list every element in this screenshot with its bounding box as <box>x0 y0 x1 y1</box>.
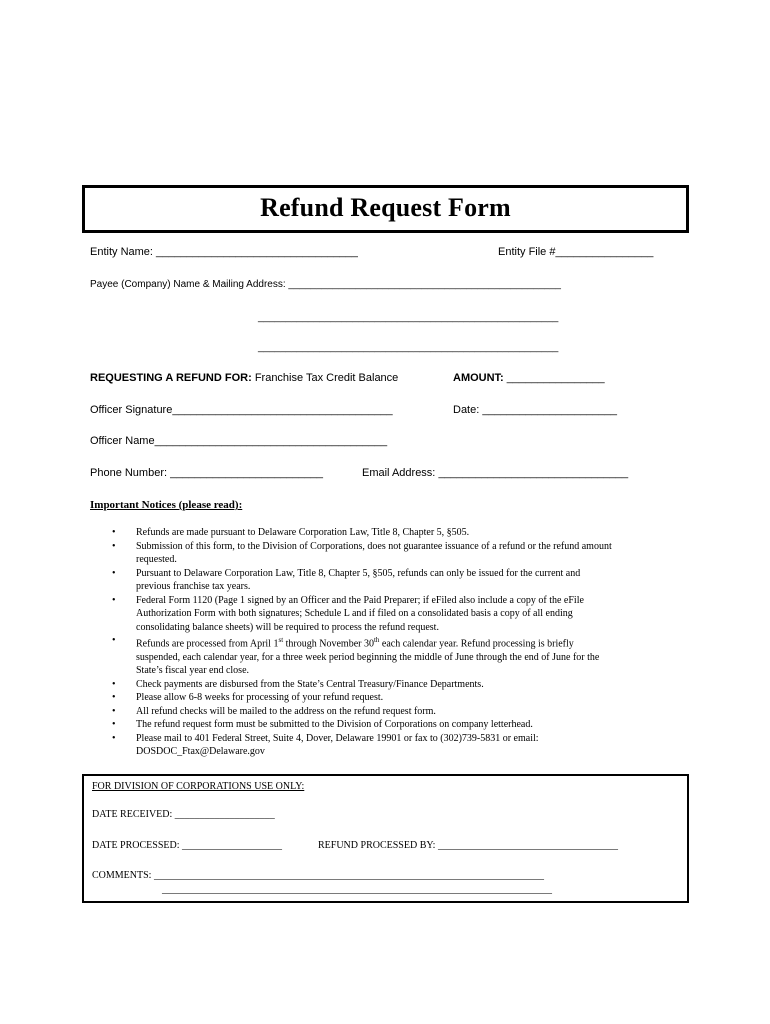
amount-field[interactable]: ________________ <box>506 372 605 384</box>
officer-name-row <box>90 435 387 447</box>
notice-item <box>108 594 688 635</box>
refund-for-row <box>90 372 398 384</box>
notice-line: Please mail to 401 Federal Street, Suite 4, Dover, Delaware 19901 or fax to (302)739-5831 or email: <box>136 732 539 744</box>
payee-field-2[interactable]: ______________________________________________________ <box>258 312 559 323</box>
officer-signature-field[interactable]: ____________________________________ <box>172 404 393 416</box>
payee-label: Payee (Company) Name & Mailing Address: <box>90 279 286 290</box>
notice-item <box>108 732 688 759</box>
notice-item <box>108 705 688 719</box>
notice-line: Authorization Form with both signatures; Schedule L and if filed on a consolidated basis a copy of all ending <box>136 608 573 619</box>
phone-label: Phone Number: <box>90 467 168 479</box>
notices-list <box>108 526 688 759</box>
phone-field[interactable]: _________________________ <box>170 467 324 479</box>
entity-name-row <box>90 246 358 258</box>
notice-line: Please allow 6-8 weeks for processing of your refund request. <box>136 692 384 704</box>
comments-field[interactable]: COMMENTS: ______________________________________________________________________________ <box>92 870 544 881</box>
phone-row <box>90 467 323 479</box>
officer-name-label: Officer Name <box>90 435 155 447</box>
date-processed-field[interactable]: DATE PROCESSED: ____________________ <box>92 840 283 851</box>
bullet-icon: • <box>112 527 116 538</box>
notice-line: Federal Form 1120 (Page 1 signed by an Officer and the Paid Preparer; if eFiled also include a copy of the eFile <box>136 594 584 606</box>
payee-field-3[interactable]: ______________________________________________________ <box>258 342 559 353</box>
notice-line <box>136 634 688 651</box>
notice-line: Pursuant to Delaware Corporation Law, Title 8, Chapter 5, §505, refunds can only be issued for the current and <box>136 567 581 579</box>
notice-line: requested. <box>136 554 177 565</box>
date-received-field[interactable]: DATE RECEIVED: ____________________ <box>92 809 275 820</box>
payee-field-1[interactable]: _________________________________________________ <box>288 279 561 290</box>
officer-signature-label: Officer Signature <box>90 404 173 416</box>
bullet-icon: • <box>112 635 116 646</box>
bullet-icon: • <box>112 567 116 579</box>
notice-text: each calendar year. Refund processing is briefly <box>379 638 574 650</box>
notice-item <box>108 526 688 540</box>
notice-text: through November 30 <box>283 638 374 650</box>
notices-heading: Important Notices (please read): <box>90 499 243 511</box>
notice-item <box>108 634 688 678</box>
entity-name-label: Entity Name: <box>90 246 153 258</box>
officer-name-field[interactable]: ______________________________________ <box>154 435 388 447</box>
notice-line: All refund checks will be mailed to the address on the refund request form. <box>136 705 436 717</box>
date-field[interactable]: ______________________ <box>482 404 617 416</box>
comments-field-line-2[interactable]: ______________________________________________________________________________ <box>162 884 552 895</box>
notice-superscript: th <box>373 636 380 644</box>
bullet-icon: • <box>112 540 116 552</box>
entity-name-field[interactable]: _________________________________ <box>156 246 358 258</box>
refund-for-value: Franchise Tax Credit Balance <box>254 372 399 384</box>
bullet-icon: • <box>112 692 116 704</box>
office-use-heading: FOR DIVISION OF CORPORATIONS USE ONLY: <box>92 781 305 792</box>
form-title: Refund Request Form <box>260 193 511 222</box>
bullet-icon: • <box>112 719 116 731</box>
notice-line: previous franchise tax years. <box>136 581 251 592</box>
notice-item <box>108 567 688 594</box>
form-title-box <box>82 185 689 233</box>
office-use-box <box>82 774 689 903</box>
officer-signature-row <box>90 404 393 416</box>
notice-item <box>108 718 688 732</box>
notice-item <box>108 678 688 692</box>
email-field[interactable]: _______________________________ <box>438 467 629 479</box>
notice-line: DOSDOC_Ftax@Delaware.gov <box>136 746 265 758</box>
entity-file-row <box>498 246 653 258</box>
notice-item <box>108 691 688 705</box>
notice-superscript: st <box>278 636 284 644</box>
entity-file-field[interactable]: ________________ <box>555 246 654 258</box>
amount-row <box>453 372 605 384</box>
email-label: Email Address: <box>362 467 436 479</box>
bullet-icon: • <box>112 732 116 744</box>
notice-line: State’s fiscal year end close. <box>136 665 250 677</box>
payee-row <box>90 279 561 290</box>
refund-processed-by-field[interactable]: REFUND PROCESSED BY: ____________________________________ <box>318 840 618 851</box>
notice-line: Refunds are made pursuant to Delaware Corporation Law, Title 8, Chapter 5, §505. <box>136 527 470 538</box>
notice-line: Check payments are disbursed from the State’s Central Treasury/Finance Departments. <box>136 678 484 690</box>
notice-line: suspended, each calendar year, for a three week period beginning the middle of June through the end of June for the <box>136 651 600 663</box>
bullet-icon: • <box>112 705 116 717</box>
notice-text: Refunds are processed from April 1 <box>136 638 279 650</box>
bullet-icon: • <box>112 678 116 690</box>
notice-line: Submission of this form, to the Division of Corporations, does not guarantee issuance of a refund or the refund amount <box>136 540 612 552</box>
date-row <box>453 404 617 416</box>
notice-item <box>108 540 688 567</box>
bullet-icon: • <box>112 594 116 606</box>
notice-line: consolidating balance sheets) will be required to process the refund request. <box>136 621 439 633</box>
entity-file-label: Entity File # <box>498 246 556 258</box>
refund-for-label: REQUESTING A REFUND FOR: <box>90 372 252 384</box>
amount-label: AMOUNT: <box>453 372 504 384</box>
notice-line: The refund request form must be submitted to the Division of Corporations on company letterhead. <box>136 719 533 731</box>
email-row <box>362 467 628 479</box>
date-label: Date: <box>453 404 480 416</box>
